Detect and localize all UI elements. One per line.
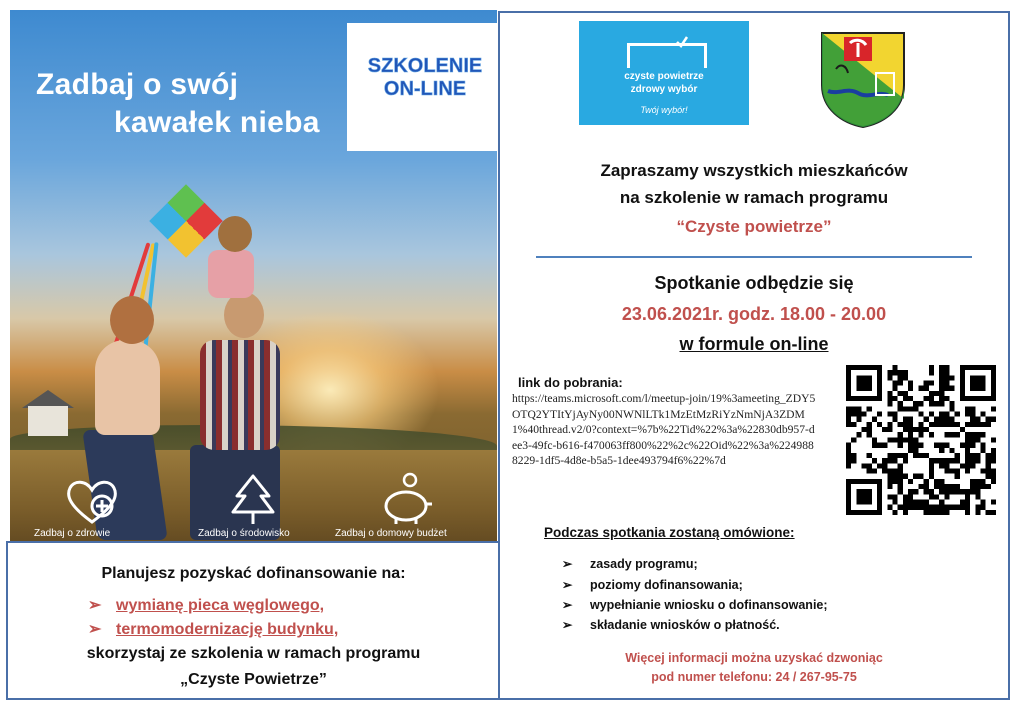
heart-plus-icon bbox=[62, 472, 122, 528]
meeting-heading: Spotkanie odbędzie się bbox=[654, 273, 854, 293]
meeting-date-time: 23.06.2021r. godz. 18.00 - 20.00 bbox=[621, 304, 887, 324]
funding-item bbox=[88, 619, 338, 639]
topic-text: poziomy dofinansowania; bbox=[590, 578, 743, 592]
checkmark-icon bbox=[675, 35, 689, 49]
program-title: “Czyste powietrze” bbox=[676, 217, 832, 236]
invite-line-2: na szkolenie w ramach programu bbox=[619, 188, 889, 207]
headline-line-2: kawałek nieba bbox=[114, 106, 320, 139]
arrow-bullet-icon: ➢ bbox=[562, 618, 573, 632]
funding-cta-line: skorzystaj ze szkolenia w ramach programu bbox=[86, 645, 421, 662]
logo-line-2: zdrowy wybór bbox=[630, 84, 698, 95]
topic-item bbox=[562, 556, 698, 571]
qr-code[interactable] bbox=[846, 365, 996, 515]
funding-info-box bbox=[6, 541, 501, 700]
icon-label-health: Zadbaj o zdrowie bbox=[34, 528, 111, 539]
topic-text: wypełnianie wniosku o dofinansowanie; bbox=[590, 598, 828, 612]
icon-label-budget: Zadbaj o domowy budżet bbox=[335, 528, 447, 539]
man-shirt bbox=[200, 340, 280, 450]
invitation-panel bbox=[498, 11, 1010, 700]
topic-item bbox=[562, 577, 743, 592]
logo-line-1: czyste powietrze bbox=[624, 71, 704, 82]
house bbox=[28, 406, 68, 436]
divider bbox=[536, 256, 972, 258]
arrow-bullet-icon: ➢ bbox=[88, 597, 102, 614]
badge-line-1: SZKOLENIE bbox=[367, 55, 483, 77]
municipal-coat-of-arms-icon bbox=[818, 29, 908, 129]
topic-text: składanie wniosków o płatność. bbox=[590, 618, 780, 632]
icon-label-environment: Zadbaj o środowisko bbox=[198, 528, 290, 539]
topic-item bbox=[562, 617, 780, 632]
arrow-bullet-icon: ➢ bbox=[562, 557, 573, 571]
kite bbox=[149, 184, 223, 258]
poster-headline bbox=[36, 66, 320, 142]
topic-item bbox=[562, 597, 828, 612]
arrow-bullet-icon: ➢ bbox=[562, 598, 573, 612]
arrow-bullet-icon: ➢ bbox=[88, 621, 102, 638]
badge-line-2: ON-LINE bbox=[383, 78, 467, 100]
funding-item bbox=[88, 595, 324, 615]
contact-line-1: Więcej informacji można uzyskać dzwoniąc bbox=[625, 651, 883, 665]
logo-tagline: Twój wybór! bbox=[640, 105, 688, 115]
meeting-format: w formule on-line bbox=[679, 334, 829, 354]
arrow-bullet-icon: ➢ bbox=[562, 578, 573, 592]
tree-icon bbox=[223, 472, 283, 528]
funding-item-text: wymianę pieca węglowego, bbox=[116, 597, 325, 614]
topic-text: zasady programu; bbox=[590, 557, 698, 571]
funding-item-text: termomodernizację budynku, bbox=[116, 621, 339, 638]
house-outline-icon bbox=[627, 43, 707, 68]
girl-body bbox=[208, 250, 254, 298]
online-training-badge bbox=[347, 23, 497, 151]
invite-line-1: Zapraszamy wszystkich mieszkańców bbox=[600, 161, 908, 180]
funding-title: Planujesz pozyskać dofinansowanie na: bbox=[101, 565, 406, 582]
piggy-bank-icon bbox=[376, 472, 436, 528]
woman-head bbox=[110, 296, 154, 344]
contact-phone: pod numer telefonu: 24 / 267-95-75 bbox=[651, 670, 857, 684]
woman-body bbox=[95, 340, 160, 435]
girl-head bbox=[218, 216, 252, 252]
man-head bbox=[224, 292, 264, 338]
topics-title: Podczas spotkania zostaną omówione: bbox=[544, 525, 795, 540]
link-label: link do pobrania: bbox=[518, 375, 623, 390]
teams-meeting-link[interactable]: https://teams.microsoft.com/l/meetup-join/19%3ameeting_ZDY5OTQ2YTItYjAyNy00NWNlLTk1MzEtMzRiYzNmNjA3ZDM1%40thread.v2/0?context=%7b%22Tid%22%3a%22830db957-dee3-49fc-b616-f470063ff800%22%2c%22Oid%22%3a%2249888229-1df5-4d8e-b5a5-1dee493794f6%22%7d bbox=[512, 392, 816, 468]
czyste-powietrze-logo bbox=[579, 21, 749, 125]
campaign-poster-image bbox=[10, 10, 497, 542]
headline-line-1: Zadbaj o swój bbox=[36, 68, 239, 101]
program-name: „Czyste Powietrze” bbox=[180, 671, 327, 688]
